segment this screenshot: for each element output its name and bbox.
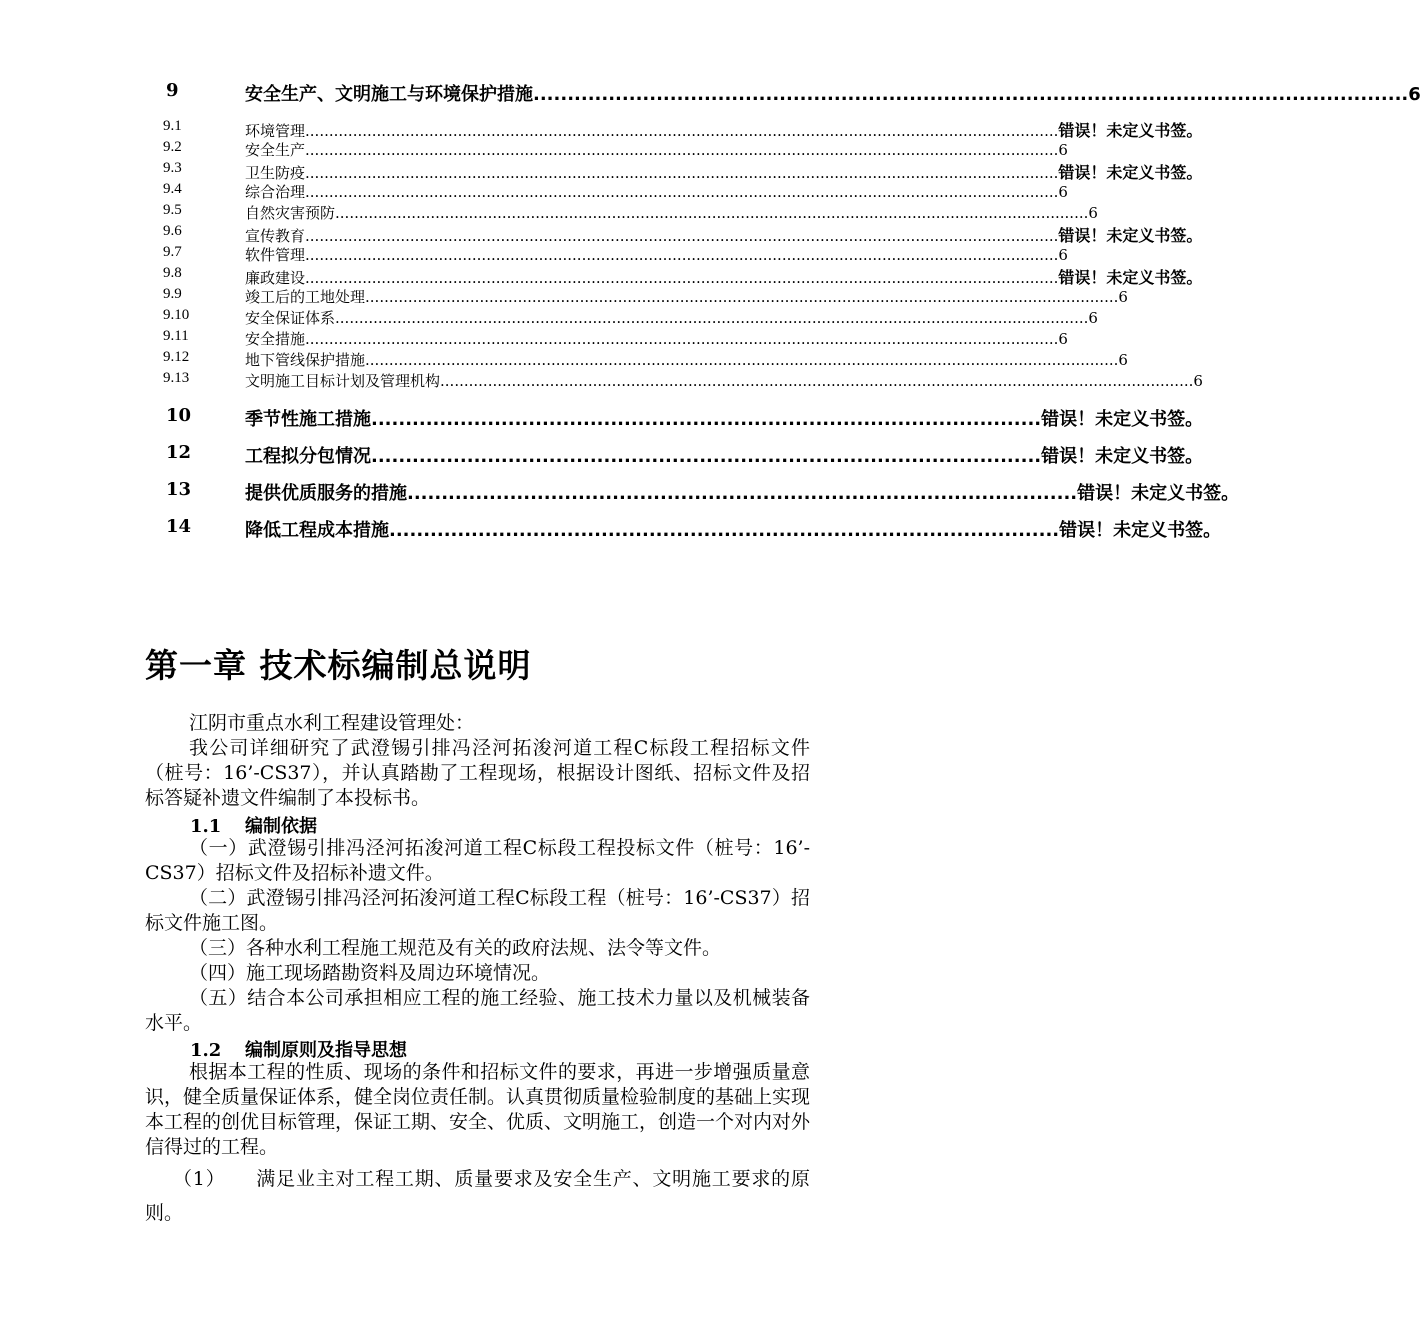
leader-dots: ..............................................................................................................................................................	[305, 269, 1059, 287]
toc-number: 13	[166, 479, 192, 500]
toc-page: 6	[1408, 84, 1421, 105]
toc-page: 错误！未定义书签。	[1058, 268, 1203, 287]
toc-number: 9.3	[163, 160, 182, 176]
toc-title: 安全措施 .............................................................................................................................................................. 6	[245, 330, 1068, 348]
toc-title: 安全生产、文明施工与环境保护措施 ................................................................................................................................ 6	[245, 84, 1421, 105]
section-heading-1-1	[190, 812, 317, 838]
leader-dots: ..............................................................................................................................................................	[335, 309, 1089, 327]
toc-page: 错误！未定义书签。	[1077, 483, 1240, 504]
toc-title: 季节性施工措施 .................................................................................................. 错误！未定义书签。	[245, 405, 805, 431]
leader-dots: ..............................................................................................................................................................	[305, 227, 1059, 245]
toc-number: 9.2	[163, 139, 182, 155]
toc-number: 12	[166, 442, 192, 463]
principle-item-1	[145, 1162, 810, 1230]
leader-dots: ..............................................................................................................................................................	[365, 288, 1119, 306]
basis-item-3: （三）各种水利工程施工规范及有关的政府法规、法令等文件。	[189, 937, 722, 959]
toc-title: 宣传教育 .............................................................................................................................................................. 错误！未定义书签。	[245, 223, 805, 246]
leader-dots: ..............................................................................................................................................................	[305, 246, 1059, 264]
principle-paragraph: 根据本工程的性质、现场的条件和招标文件的要求，再进一步增强质量意识，健全质量保证体系，健全岗位责任制。认真贯彻质量检验制度的基础上实现本工程的创优目标管理，保证工期、安全、优质、文明施工，创造一个对内对外信得过的工程。	[145, 1061, 811, 1158]
toc-page: 错误！未定义书签。	[1058, 163, 1203, 182]
toc-title: 安全保证体系 .............................................................................................................................................................. 6	[245, 309, 1098, 327]
toc-page: 6	[1088, 204, 1098, 222]
toc-number: 14	[166, 516, 192, 537]
section-number: 1.1	[190, 816, 222, 837]
leader-dots: ..............................................................................................................................................................	[305, 330, 1059, 348]
leader-dots: ..............................................................................................................................................................	[365, 351, 1119, 369]
basis-item-5: （五）结合本公司承担相应工程的施工经验、施工技术力量以及机械装备水平。	[145, 987, 810, 1034]
section-title: 编制依据	[245, 816, 317, 837]
item-label: （1）	[173, 1168, 226, 1190]
toc-title: 地下管线保护措施 .............................................................................................................................................................. 6	[245, 351, 1128, 369]
toc-page: 6	[1058, 246, 1068, 264]
leader-dots: ..................................................................................................	[371, 409, 1042, 430]
leader-dots: ..............................................................................................................................................................	[305, 183, 1059, 201]
toc-page: 6	[1118, 288, 1128, 306]
leader-dots: ..............................................................................................................................................................	[440, 372, 1194, 390]
section-number: 1.2	[190, 1040, 222, 1061]
toc-title: 软件管理 .............................................................................................................................................................. 6	[245, 246, 1068, 264]
section-heading-1-2	[190, 1036, 407, 1062]
leader-dots: ..............................................................................................................................................................	[305, 122, 1059, 140]
toc-title: 工程拟分包情况 .................................................................................................. 错误！未定义书签。	[245, 442, 805, 468]
toc-page: 错误！未定义书签。	[1041, 446, 1204, 467]
toc-page: 6	[1058, 330, 1068, 348]
toc-title: 安全生产 .............................................................................................................................................................. 6	[245, 141, 1068, 159]
section-title: 编制原则及指导思想	[245, 1040, 407, 1061]
toc-number: 9.7	[163, 244, 182, 260]
intro-paragraph: 我公司详细研究了武澄锡引排冯泾河拓浚河道工程C标段工程招标文件（桩号：16’-CS37），并认真踏勘了工程现场，根据设计图纸、招标文件及招标答疑补遗文件编制了本投标书。	[145, 737, 810, 809]
toc-page: 6	[1058, 141, 1068, 159]
toc-title: 降低工程成本措施 .................................................................................................. 错误！未定义书签。	[245, 516, 805, 542]
toc-title: 文明施工目标计划及管理机构 .............................................................................................................................................................. 6	[245, 372, 1203, 390]
toc-number: 9	[166, 80, 179, 101]
toc-number: 9.9	[163, 286, 182, 302]
toc-title: 环境管理 .............................................................................................................................................................. 错误！未定义书签。	[245, 118, 805, 141]
item-text: 满足业主对工程工期、质量要求及安全生产、文明施工要求的原则。	[145, 1168, 810, 1224]
chapter-title: 第一章 技术标编制总说明	[145, 646, 532, 685]
toc-page: 错误！未定义书签。	[1058, 121, 1203, 140]
leader-dots: ..................................................................................................	[389, 520, 1060, 541]
toc-title: 卫生防疫 .............................................................................................................................................................. 错误！未定义书签。	[245, 160, 805, 183]
toc-number: 10	[166, 405, 192, 426]
addressee: 江阴市重点水利工程建设管理处：	[189, 712, 475, 734]
leader-dots: ..................................................................................................	[407, 483, 1078, 504]
toc-number: 9.10	[163, 307, 190, 323]
toc-page: 错误！未定义书签。	[1058, 226, 1203, 245]
leader-dots: ..............................................................................................................................................................	[305, 141, 1059, 159]
toc-title: 提供优质服务的措施 .................................................................................................. 错误！未定义书签。	[245, 479, 805, 505]
basis-item-4: （四）施工现场踏勘资料及周边环境情况。	[189, 962, 551, 984]
leader-dots: ................................................................................................................................	[533, 84, 1409, 105]
toc-number: 9.6	[163, 223, 182, 239]
leader-dots: ..............................................................................................................................................................	[335, 204, 1089, 222]
toc-number: 9.5	[163, 202, 182, 218]
toc-number: 9.12	[163, 349, 190, 365]
toc-number: 9.4	[163, 181, 182, 197]
toc-number: 9.8	[163, 265, 182, 281]
toc-title: 综合治理 .............................................................................................................................................................. 6	[245, 183, 1068, 201]
toc-page: 6	[1088, 309, 1098, 327]
basis-item-2: （二）武澄锡引排冯泾河拓浚河道工程C标段工程（桩号：16’-CS37）招标文件施工图。	[145, 887, 810, 934]
toc-page: 6	[1193, 372, 1203, 390]
toc-page: 错误！未定义书签。	[1041, 409, 1204, 430]
toc-title: 廉政建设 .............................................................................................................................................................. 错误！未定义书签。	[245, 265, 805, 288]
toc-number: 9.11	[163, 328, 189, 344]
toc-number: 9.1	[163, 118, 182, 134]
toc-title: 自然灾害预防 .............................................................................................................................................................. 6	[245, 204, 1098, 222]
toc-page: 错误！未定义书签。	[1059, 520, 1222, 541]
toc-page: 6	[1058, 183, 1068, 201]
leader-dots: ..................................................................................................	[371, 446, 1042, 467]
toc-page: 6	[1118, 351, 1128, 369]
toc-title: 竣工后的工地处理 .............................................................................................................................................................. 6	[245, 288, 1128, 306]
toc-number: 9.13	[163, 370, 190, 386]
leader-dots: ..............................................................................................................................................................	[305, 164, 1059, 182]
basis-item-1: （一）武澄锡引排冯泾河拓浚河道工程C标段工程投标文件（桩号：16’-CS37）招标文件及招标补遗文件。	[145, 837, 810, 884]
